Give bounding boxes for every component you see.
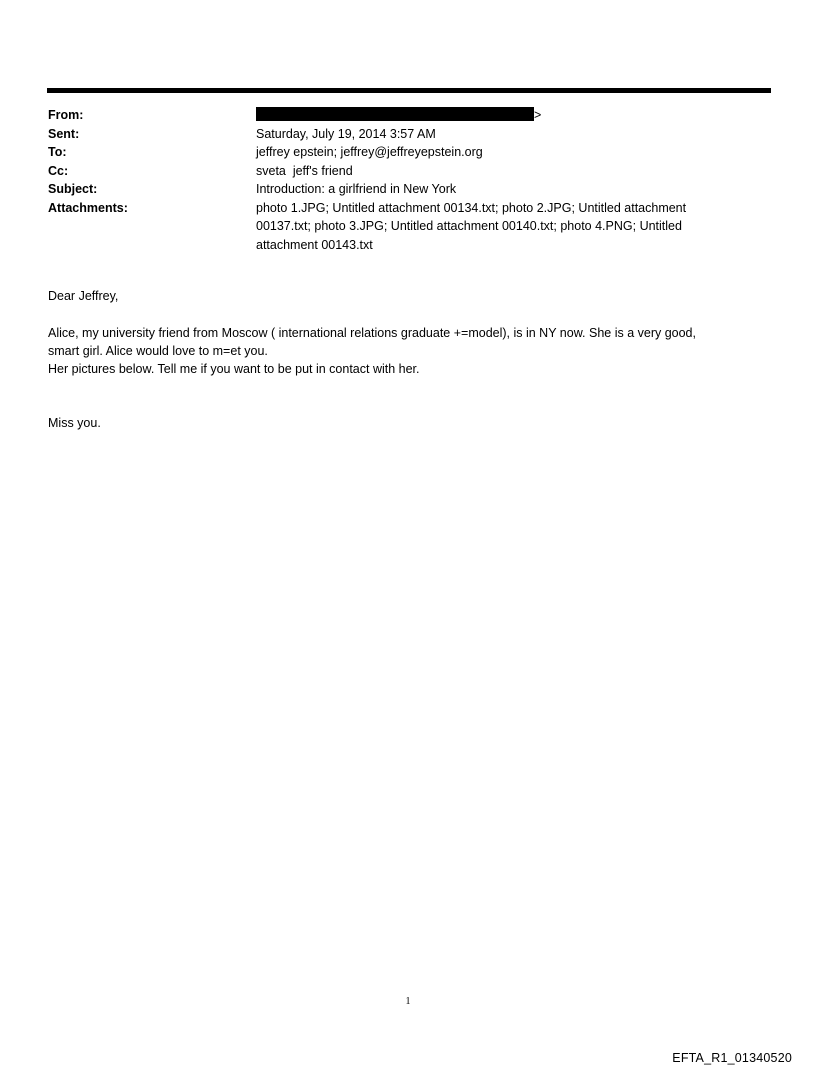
from-row [48, 106, 768, 125]
sent-row [48, 125, 768, 144]
closing: Miss you. [48, 416, 101, 430]
body-line-3: Her pictures below. Tell me if you want to be put in contact with her. [48, 362, 420, 376]
to-row [48, 143, 768, 162]
cc-value: sveta jeff's friend [256, 163, 353, 178]
body-line-1: Alice, my university friend from Moscow ( international relations graduate +=model), is in NY now. She is a very good, [48, 326, 696, 340]
sent-label: Sent: [48, 126, 80, 141]
body-line-2: smart girl. Alice would love to m=et you. [48, 344, 268, 358]
header-divider [47, 88, 771, 93]
attachments-row [48, 199, 768, 255]
to-value: jeffrey epstein; jeffrey@jeffreyepstein.org [256, 145, 483, 159]
attachments-label: Attachments: [48, 200, 128, 215]
from-suffix: > [534, 108, 542, 122]
email-header [48, 106, 768, 254]
email-body [48, 287, 768, 432]
subject-value: Introduction: a girlfriend in New York [256, 182, 457, 196]
greeting: Dear Jeffrey, [48, 289, 119, 303]
spacer [48, 378, 768, 414]
cc-label: Cc: [48, 163, 69, 178]
subject-label: Subject: [48, 182, 98, 196]
from-label: From: [48, 108, 84, 122]
sent-value: Saturday, July 19, 2014 3:57 AM [256, 126, 436, 141]
cc-row [48, 162, 768, 181]
page-number: 1 [405, 996, 411, 1007]
to-label: To: [48, 145, 67, 159]
bates-number: EFTA_R1_01340520 [672, 1051, 792, 1065]
redaction-block [256, 107, 534, 121]
from-value [256, 106, 726, 125]
subject-row [48, 180, 768, 199]
attachments-value: photo 1.JPG; Untitled attachment 00134.txt; photo 2.JPG; Untitled attachment 00137.txt; photo 3.JPG; Untitled attachment 00140.txt; photo 4.PNG; Untitled attachment 00143.txt [256, 200, 687, 252]
